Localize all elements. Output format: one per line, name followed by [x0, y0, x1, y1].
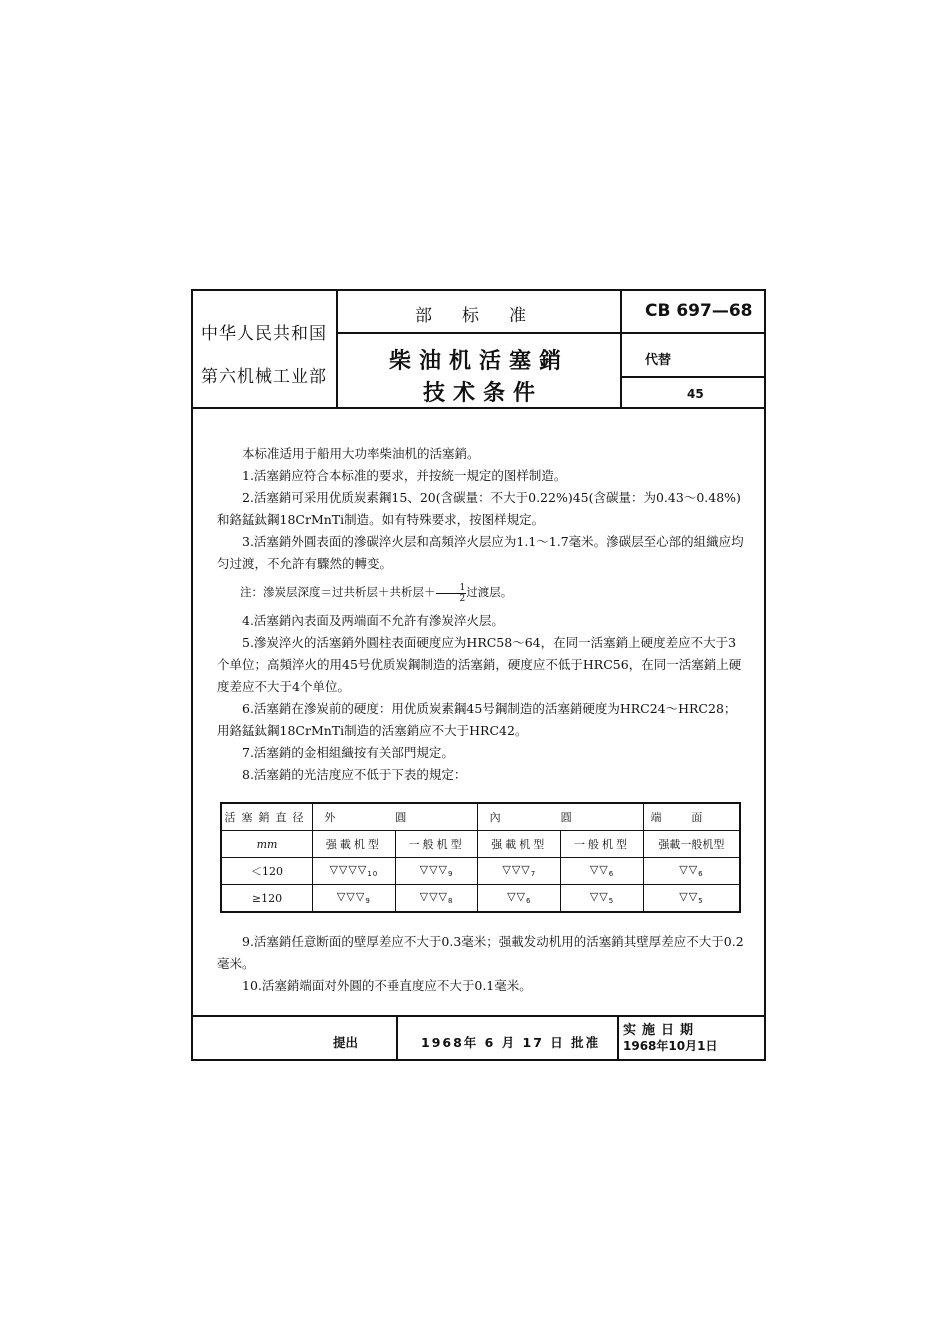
item-8: 8.活塞銷的光洁度应不低于下表的規定： [242, 766, 467, 782]
diameter-cell: ≥120 [221, 885, 313, 913]
header-vline-right [620, 291, 622, 407]
note-paragraph [217, 581, 747, 604]
item-4: 4.活塞銷內表面及两端面不允許有滲炭淬火层。 [242, 612, 504, 628]
footer-vline-right [617, 1015, 619, 1059]
intro-paragraph: 本标准适用于船用大功率柴油机的活塞銷。 [242, 446, 480, 461]
finish-cell: $▽▽▽▽_{10}$ [313, 858, 396, 885]
footer-divider [193, 1015, 764, 1017]
effective-date: 1968年10月1日 [623, 1039, 718, 1053]
item-6: 6.活塞銷在滲炭前的硬度：用优质炭素鋼45号鋼制造的活塞銷硬度为HRC24～HRC28；用鉻錳鈦鋼18CrMnTi制造的活塞銷应不大于HRC42。 [217, 700, 737, 738]
item-5: 5.滲炭淬火的活塞銷外圓柱表面硬度应为HRC58～64，在同一活塞銷上硬度差应不大于3个单位；高頻淬火的用45号优质炭鋼制造的活塞銷，硬度应不低于HRC56，在同一活塞銷上硬度差应不大于4个单位。 [217, 634, 742, 694]
standard-type: 部标准 [415, 306, 556, 326]
header-vline-left [336, 291, 338, 407]
header-divider [193, 407, 764, 409]
standard-type-divider [337, 332, 620, 334]
end-sub-header: 强載一般机型 [643, 831, 740, 858]
page-number: 45 [687, 387, 704, 401]
outer-heavy-header: 强載机型 [313, 831, 396, 858]
inner-heavy-header: 强載机型 [478, 831, 561, 858]
finish-cell: $▽▽▽_7$ [478, 858, 561, 885]
item-3: 3.活塞銷外圓表面的滲碳淬火层和高頻淬火层应为1.1～1.7毫米。滲碳层至心部的組織应均匀过渡，不允許有驟然的轉变。 [217, 534, 744, 571]
finish-cell: $▽▽▽_8$ [395, 885, 478, 913]
diameter-cell: ＜120 [221, 858, 313, 885]
surface-finish-table [220, 802, 741, 913]
note-suffix: 过渡层。 [466, 585, 513, 599]
item-1: 1.活塞銷应符合本标准的要求，并按統一規定的图样制造。 [242, 468, 567, 483]
inner-group-header: 內圓 [478, 803, 643, 831]
title-line2: 技术条件 [423, 381, 544, 406]
note-prefix: 注：滲炭层深度＝过共析层＋共析层＋ [240, 585, 436, 599]
note-fraction [436, 583, 467, 604]
col-diameter-header: 活塞銷直径 [221, 803, 313, 831]
body-lower [217, 931, 747, 997]
replaces-label: 代替 [645, 353, 672, 368]
item-2: 2.活塞銷可采用优质炭素鋼15、20(含碳量：不大于0.22%)45(含碳量：为0.43～0.48%)和鉻錳鈦鋼18CrMnTi制造。如有特殊要求，按图样規定。 [217, 490, 741, 527]
replace-divider [621, 376, 764, 378]
finish-cell: $▽▽_6$ [478, 885, 561, 913]
table-row [221, 885, 740, 913]
body-upper [217, 443, 747, 786]
finish-cell: $▽▽▽_9$ [313, 885, 396, 913]
table-row [221, 858, 740, 885]
fraction-numerator: 1 [436, 583, 467, 594]
standard-code: CB 697—68 [645, 301, 753, 321]
approved-text: 1968年 6 月 17 日 批准 [421, 1035, 601, 1050]
inner-general-header: 一般机型 [561, 831, 644, 858]
finish-cell: $▽▽_5$ [643, 885, 740, 913]
code-divider [621, 332, 764, 334]
fraction-denominator: 2 [459, 593, 466, 604]
effective-label: 实施日期 [623, 1023, 700, 1038]
outer-group-header: 外圓 [313, 803, 478, 831]
finish-cell: $▽▽_6$ [643, 858, 740, 885]
unit-label: mm [221, 831, 313, 858]
item-10: 10.活塞銷端面对外圓的不垂直度应不大于0.1毫米。 [242, 978, 532, 993]
ministry-line1: 中华人民共和国 [201, 324, 327, 344]
proposed-label: 提出 [333, 1035, 359, 1050]
end-group-header: 端面 [643, 803, 740, 831]
title-line1: 柴油机活塞銷 [389, 349, 570, 374]
finish-cell: $▽▽_5$ [561, 885, 644, 913]
item-9: 9.活塞銷任意断面的壁厚差应不大于0.3毫米；强載发动机用的活塞銷其壁厚差应不大于0.2毫米。 [217, 934, 744, 971]
footer-vline-left [396, 1015, 398, 1059]
finish-cell: $▽▽▽_9$ [395, 858, 478, 885]
finish-cell: $▽▽_6$ [561, 858, 644, 885]
ministry-line2: 第六机械工业部 [201, 367, 327, 387]
document-frame [191, 289, 766, 1061]
outer-general-header: 一般机型 [395, 831, 478, 858]
item-7: 7.活塞銷的金相組織按有关部門規定。 [242, 744, 454, 760]
